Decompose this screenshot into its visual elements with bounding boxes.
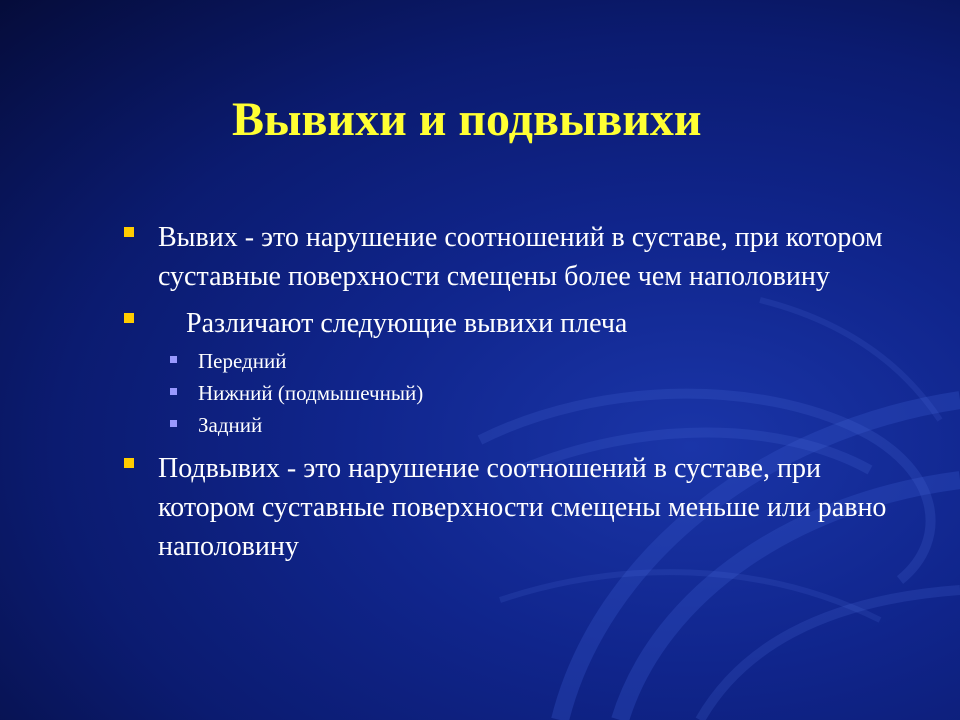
bullet-text: Вывих - это нарушение соотношений в суставе, при котором суставные поверхности смещены более чем наполовину <box>158 222 883 292</box>
sub-bullet-text: Задний <box>198 413 263 437</box>
square-bullet-icon <box>124 313 134 323</box>
bullet-item <box>124 218 924 296</box>
square-bullet-icon <box>124 227 134 237</box>
slide-title: Вывихи и подвывихи <box>232 93 702 146</box>
bullet-item <box>124 449 924 566</box>
bullet-text: Различают следующие вывихи плеча <box>186 308 628 339</box>
square-sub-bullet-icon <box>170 356 177 363</box>
square-sub-bullet-icon <box>170 388 177 395</box>
sub-bullet-text: Передний <box>198 349 287 373</box>
bullet-item <box>124 304 924 441</box>
sub-bullet-list <box>158 345 924 441</box>
sub-bullet-item <box>170 409 924 441</box>
square-sub-bullet-icon <box>170 420 177 427</box>
sub-bullet-text: Нижний (подмышечный) <box>198 381 424 405</box>
bullet-list <box>124 218 924 574</box>
sub-bullet-item <box>170 345 924 377</box>
sub-bullet-item <box>170 377 924 409</box>
bullet-text: Подвывих - это нарушение соотношений в суставе, при котором суставные поверхности смещены меньше или равно наполовину <box>158 453 887 562</box>
square-bullet-icon <box>124 458 134 468</box>
